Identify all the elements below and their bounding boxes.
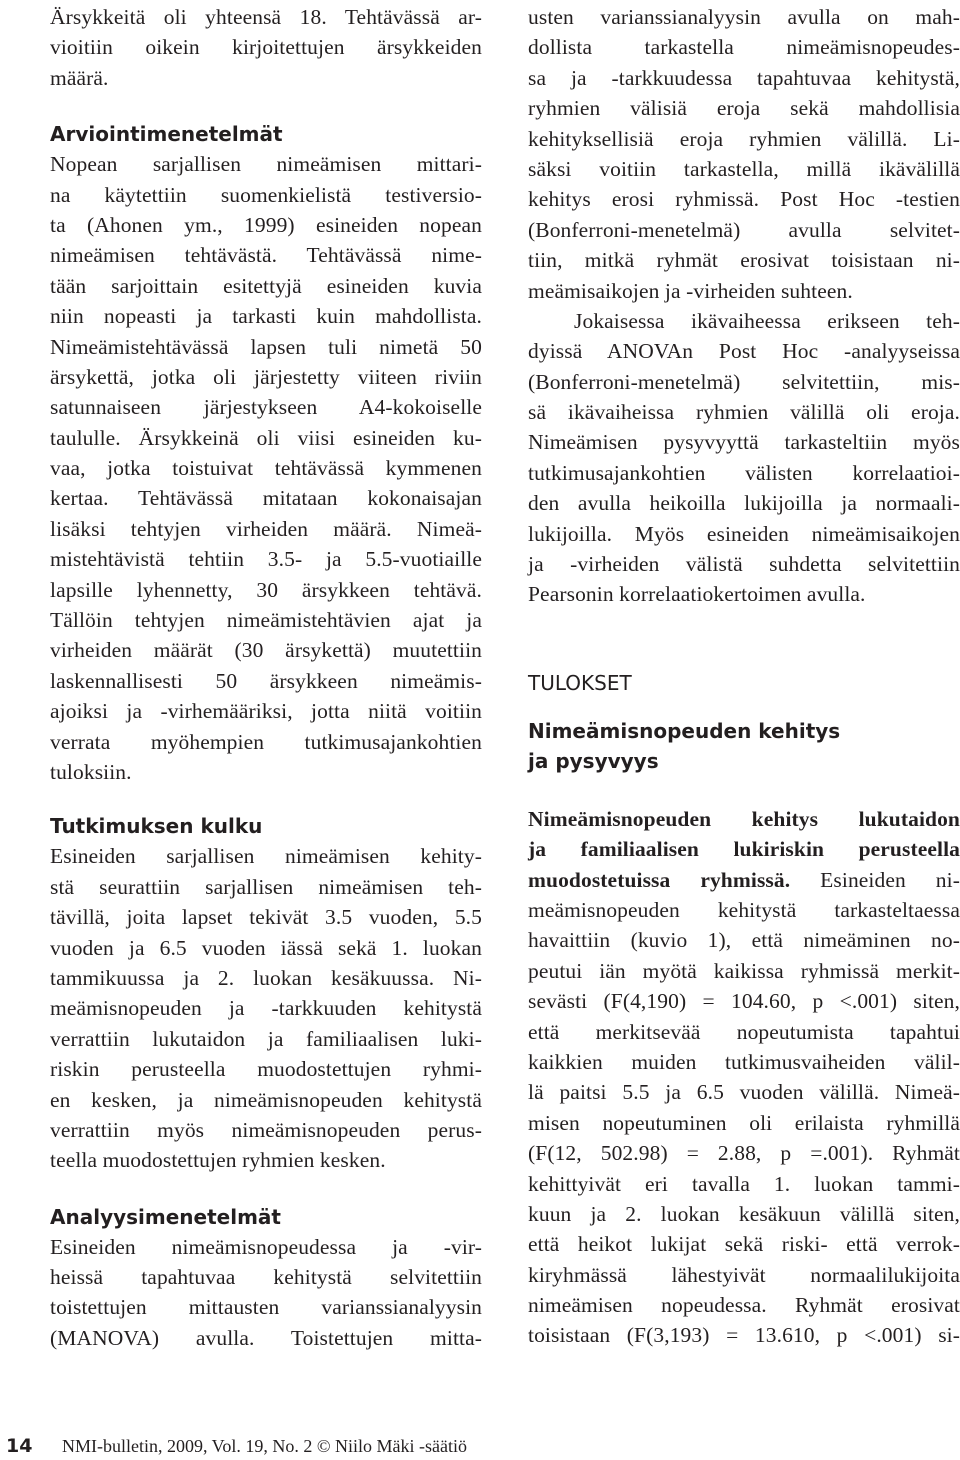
text-line: että heikot lukijat sekä riski- että verrok- (528, 1232, 960, 1257)
text-line: kaikkien muiden tutkimusvaiheiden välil- (528, 1049, 960, 1074)
bold-lead-line: ja familiaalisen lukiriskin perusteella (528, 837, 960, 862)
text-line: (F(12, 502.98) = 2.88, p =.001). Ryhmät (528, 1141, 960, 1166)
text-line: Nimeämistehtävässä lapsen tuli nimetä 50 (50, 334, 482, 359)
text-line: heissä tapahtuvaa kehitystä selvitettiin (50, 1265, 482, 1290)
text-line: tutkimusajankohtien välisten korrelaatioi- (528, 460, 960, 485)
text-line: Nopean sarjallisen nimeämisen mittari- (50, 152, 482, 177)
heading-analyysimenetelmat: Analyysimenetelmät (50, 1204, 281, 1229)
left-column (50, 0, 482, 1353)
text-line: kehityksellisiä eroja ryhmien välillä. Li- (528, 126, 960, 151)
text-line: havaittiin (kuvio 1), että nimeäminen no- (528, 928, 960, 953)
text-line: laskennallisesti 50 ärsykkeen nimeämis- (50, 668, 482, 693)
text-line: ryhmien välisiä eroja sekä mahdollisia (528, 96, 960, 121)
text-line: verrata myöhempien tutkimusajankohtien (50, 729, 482, 754)
text-line: ajoiksi ja -virhemääriksi, jotta niitä voitiin (50, 699, 482, 724)
text-line: stä seurattiin sarjallisen nimeämisen teh- (50, 874, 482, 899)
text-line: lisäksi tehtyjen virheiden määrä. Nimeä- (50, 516, 482, 541)
text-line: määrä. (50, 65, 109, 90)
text-line: (Bonferroni-menetelmä) selvitettiin, mis- (528, 369, 960, 394)
text-line: kuun ja 2. luokan kesäkuun välillä siten, (528, 1201, 960, 1226)
text-line: Ärsykkeitä oli yhteensä 18. Tehtävässä ar- (50, 5, 482, 29)
text-line: vaa, jotka toistuivat tehtävässä kymmenen (50, 456, 482, 481)
paragraph-analyysimenetelmat (50, 1232, 482, 1354)
text-line: ta (Ahonen ym., 1999) esineiden nopean (50, 212, 482, 237)
journal-citation: NMI-bulletin, 2009, Vol. 19, No. 2 © Niilo Mäki -säätiö (62, 1436, 467, 1456)
text-line: kiryhmässä lähestyivät normaalilukijoita (528, 1262, 960, 1287)
text-line: peutui iän myötä kaikissa ryhmissä merkit- (528, 958, 960, 983)
text-line: mistehtävistä tehtiin 3.5- ja 5.5-vuotiaille (50, 547, 482, 572)
text-line: dyissä ANOVAn Post Hoc -analyyseissa (528, 339, 960, 364)
text-line: tään sarjoittain esitettyjä esineiden kuvia (50, 273, 482, 298)
text-line: meämisaikojen ja -virheiden suhteen. (528, 278, 853, 303)
text-line: usten varianssianalyysin avulla on mah- (528, 5, 960, 29)
text-line: den avulla heikoilla lukijoilla ja normaali- (528, 491, 960, 516)
text-line: ärsykettä, jotka oli järjestetty viiteen riviin (50, 364, 482, 389)
text-line: nimeämisen tehtävästä. Tehtävässä nime- (50, 243, 482, 268)
paragraph-tulokset (528, 804, 960, 1351)
bold-lead-line: Nimeämisnopeuden kehitys lukutaidon (528, 806, 960, 831)
text-line: sä ikävaiheissa ryhmien välillä oli eroja. (528, 400, 960, 425)
text-line: kehittyivät eri tavalla 1. luokan tammi- (528, 1171, 960, 1196)
paragraph-jokaisessa (528, 306, 960, 610)
text-line: kehitys erosi ryhmissä. Post Hoc -testien (528, 187, 960, 212)
text-line: en kesken, ja nimeämisnopeuden kehitystä (50, 1087, 482, 1112)
text-line: lukijoilla. Myös esineiden nimeämisaikojen (528, 521, 960, 546)
mixed-lead-line (528, 865, 960, 895)
subheading-nimeamisnopeuden-kehitys (528, 716, 960, 776)
page-footer (0, 1432, 960, 1460)
right-column (528, 0, 960, 1351)
text-line: na käytettiin suomenkielistä testiversio- (50, 182, 482, 207)
paragraph-intro (50, 2, 482, 93)
text-line: niin nopeasti ja tarkasti kuin mahdollista. (50, 304, 482, 329)
text-line: nimeämisen nopeudessa. Ryhmät erosivat (528, 1293, 960, 1318)
text-line: Pearsonin korrelaatiokertoimen avulla. (528, 582, 866, 607)
text-line: tuloksiin. (50, 759, 132, 784)
text-line: Esineiden sarjallisen nimeämisen kehity- (50, 844, 482, 869)
text-line: lapsille lyhennetty, 30 ärsykkeen tehtävä. (50, 577, 482, 602)
paragraph-tutkimuksen-kulku (50, 841, 482, 1175)
page-number: 14 (6, 1435, 33, 1457)
text-line: verrattiin lukutaidon ja familiaalisen luki- (50, 1026, 482, 1051)
text-line: tammikuussa ja 2. luokan kesäkuussa. Ni- (50, 965, 482, 990)
text-line: toisistaan (F(3,193) = 13.610, p <.001) si- (528, 1323, 960, 1348)
subheading-line: ja pysyvyys (528, 748, 659, 773)
text-line: sevästi (F(4,190) = 104.60, p <.001) siten, (528, 989, 960, 1014)
heading-tutkimuksen-kulku: Tutkimuksen kulku (50, 814, 263, 839)
text-line: (Bonferroni-menetelmä) avulla selvitet- (528, 217, 960, 242)
text-line: säksi voitiin tarkastella, millä ikävälillä (528, 156, 960, 181)
bold-lead-text: muodostetuissa ryhmissä. (528, 867, 791, 892)
text-line: tiin, mitkä ryhmät erosivat toisistaan ni- (528, 248, 960, 273)
text-line: riskin perusteella muodostettujen ryhmi- (50, 1057, 482, 1082)
text-line: sa ja -tarkkuudessa tapahtuvaa kehitystä, (528, 65, 960, 90)
text-line: kertaa. Tehtävässä mitataan kokonaisajan (50, 486, 482, 511)
text-line: vioitiin oikein kirjoitettujen ärsykkeiden (50, 35, 482, 60)
text-line: Tällöin tehtyjen nimeämistehtävien ajat ja (50, 608, 482, 633)
text-line: meämisnopeuden ja -tarkkuuden kehitystä (50, 996, 482, 1021)
subheading-line: Nimeämisnopeuden kehitys (528, 718, 841, 743)
text-line: Jokaisessa ikävaiheessa erikseen teh- (574, 308, 960, 333)
text-line: vuoden ja 6.5 vuoden iässä sekä 1. luokan (50, 935, 482, 960)
heading-tulokset: TULOKSET (528, 670, 632, 695)
text-line: dollista tarkastella nimeämisnopeudes- (528, 35, 960, 60)
text-line: Esineiden nimeämisnopeudessa ja -vir- (50, 1234, 482, 1259)
text-line: virheiden määrät (30 ärsykettä) muutettiin (50, 638, 482, 663)
text-line: lä paitsi 5.5 ja 6.5 vuoden välillä. Nimeä- (528, 1080, 960, 1105)
text-line: misen nopeutuminen oli erilaista ryhmillä (528, 1110, 960, 1135)
text-line: (MANOVA) avulla. Toistettujen mitta- (50, 1325, 482, 1350)
text-line: meämisnopeuden kehitystä tarkasteltaessa (528, 897, 960, 922)
text-line: satunnaiseen järjestykseen A4-kokoiselle (50, 395, 482, 420)
text-line: tävillä, joita lapset tekivät 3.5 vuoden, 5.5 (50, 905, 482, 930)
paragraph-analyysi-continued (528, 2, 960, 306)
text-line: että merkitsevää nopeutumista tapahtui (528, 1019, 960, 1044)
text-line: toistettujen mittausten varianssianalyysin (50, 1295, 482, 1320)
text-line: Nimeämisen pysyvyyttä tarkasteltiin myös (528, 430, 960, 455)
paragraph-arviointimenetelmat (50, 149, 482, 787)
text-line: teella muodostettujen ryhmien kesken. (50, 1148, 386, 1173)
text-line: ja -virheiden välistä suhdetta selvitettiin (528, 552, 960, 577)
heading-arviointimenetelmat: Arviointimenetelmät (50, 122, 283, 147)
text-line: verrattiin myös nimeämisnopeuden perus- (50, 1117, 482, 1142)
lead-continuation: Esineiden ni- (790, 867, 960, 892)
text-line: taululle. Ärsykkeinä oli viisi esineiden ku- (50, 425, 482, 450)
